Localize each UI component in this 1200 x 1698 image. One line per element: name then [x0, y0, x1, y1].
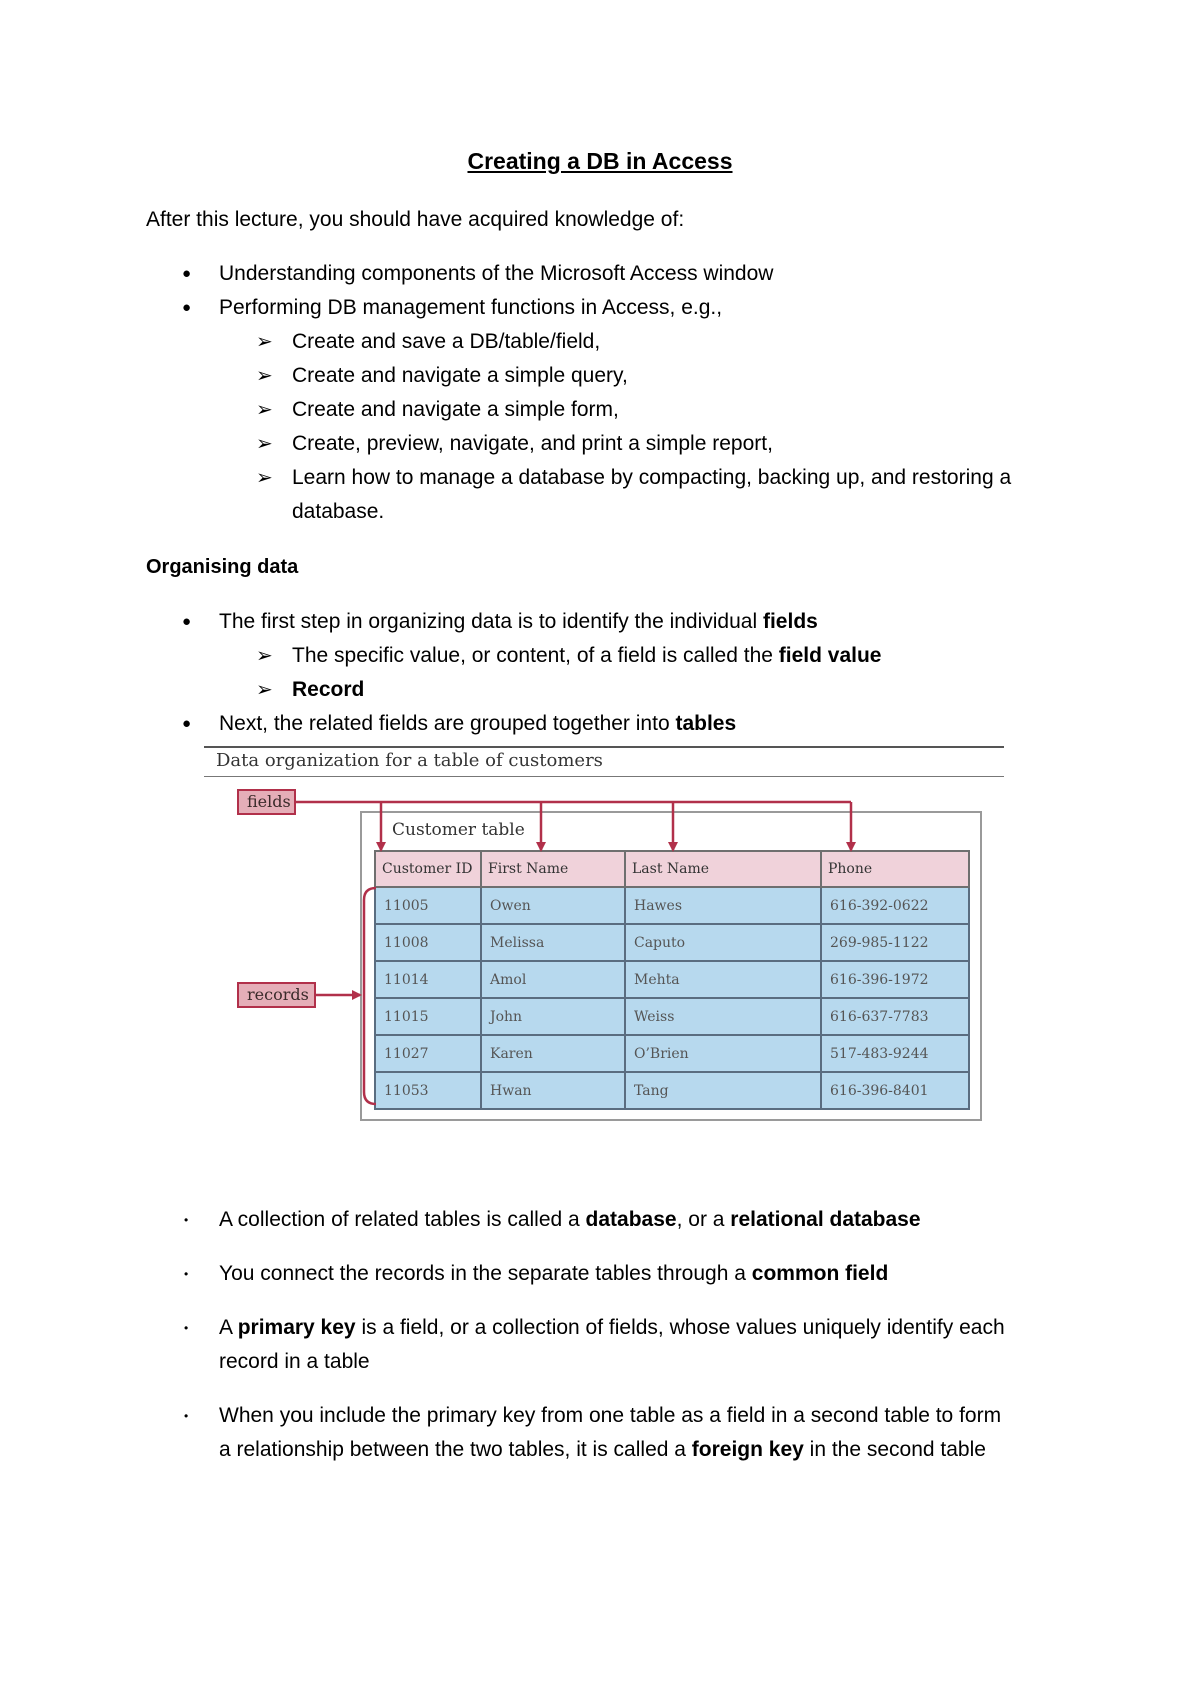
- table-cell: 269-985-1122: [821, 924, 969, 961]
- table-cell: 11008: [375, 924, 481, 961]
- bullet-icon: ●: [182, 299, 192, 316]
- bullet-icon: ●: [182, 613, 192, 630]
- definition-item: A collection of related tables is called a database, or a relational database: [219, 1208, 921, 1231]
- table-cell: Hwan: [481, 1072, 625, 1109]
- table-cell: Mehta: [625, 961, 821, 998]
- definition-item: When you include the primary key from one table as a field in a second table to form: [219, 1404, 1002, 1427]
- column-header: Last Name: [625, 851, 821, 887]
- figure-caption: Data organization for a table of customers: [216, 750, 603, 771]
- bullet-icon: •: [184, 1321, 189, 1335]
- definition-item-continued: a relationship between the two tables, it is called a foreign key in the second table: [219, 1438, 986, 1461]
- records-label: records: [237, 982, 316, 1008]
- table-cell: John: [481, 998, 625, 1035]
- bullet-icon: •: [184, 1409, 189, 1423]
- table-cell: 11053: [375, 1072, 481, 1109]
- column-header: First Name: [481, 851, 625, 887]
- definition-item: You connect the records in the separate tables through a common field: [219, 1262, 889, 1285]
- definition-item: A primary key is a field, or a collection of fields, whose values uniquely identify each: [219, 1316, 1005, 1339]
- organising-item: Next, the related fields are grouped together into tables: [219, 712, 737, 735]
- table-cell: 616-637-7783: [821, 998, 969, 1035]
- table-cell: Karen: [481, 1035, 625, 1072]
- bullet-icon: •: [184, 1213, 189, 1227]
- fields-label: fields: [237, 789, 296, 815]
- definition-item-continued: record in a table: [219, 1350, 370, 1373]
- arrow-bullet-icon: ➢: [256, 645, 273, 667]
- column-header: Phone: [821, 851, 969, 887]
- arrow-bullet-icon: ➢: [256, 679, 273, 701]
- sub-objective-item: Create and navigate a simple form,: [292, 398, 619, 421]
- table-cell: 11027: [375, 1035, 481, 1072]
- intro-text: After this lecture, you should have acquired knowledge of:: [146, 208, 685, 231]
- table-cell: Amol: [481, 961, 625, 998]
- customer-table-caption: Customer table: [392, 820, 525, 840]
- table-cell: 616-396-1972: [821, 961, 969, 998]
- arrow-bullet-icon: ➢: [256, 331, 273, 353]
- column-header: Customer ID: [375, 851, 481, 887]
- arrow-bullet-icon: ➢: [256, 433, 273, 455]
- table-cell: 616-396-8401: [821, 1072, 969, 1109]
- objective-item: Performing DB management functions in Access, e.g.,: [219, 296, 723, 319]
- table-cell: 517-483-9244: [821, 1035, 969, 1072]
- table-cell: Melissa: [481, 924, 625, 961]
- sub-objective-item: Create, preview, navigate, and print a simple report,: [292, 432, 773, 455]
- table-cell: 616-392-0622: [821, 887, 969, 924]
- sub-objective-item: Create and save a DB/table/field,: [292, 330, 601, 353]
- table-cell: 11015: [375, 998, 481, 1035]
- section-heading: Organising data: [146, 556, 299, 578]
- page-title: Creating a DB in Access: [467, 148, 733, 174]
- table-cell: Owen: [481, 887, 625, 924]
- organising-subitem: Record: [292, 678, 365, 701]
- arrow-bullet-icon: ➢: [256, 467, 273, 489]
- table-cell: Tang: [625, 1072, 821, 1109]
- table-cell: Weiss: [625, 998, 821, 1035]
- organising-item: The first step in organizing data is to identify the individual fields: [219, 610, 818, 633]
- table-cell: Hawes: [625, 887, 821, 924]
- arrow-bullet-icon: ➢: [256, 399, 273, 421]
- table-cell: 11005: [375, 887, 481, 924]
- table-cell: Caputo: [625, 924, 821, 961]
- bullet-icon: ●: [182, 715, 192, 732]
- sub-objective-item-continued: database.: [292, 500, 385, 523]
- bullet-icon: •: [184, 1267, 189, 1281]
- sub-objective-item: Create and navigate a simple query,: [292, 364, 628, 387]
- organising-subitem: The specific value, or content, of a field is called the field value: [292, 644, 882, 667]
- sub-objective-item: Learn how to manage a database by compacting, backing up, and restoring a: [292, 466, 1012, 489]
- arrow-bullet-icon: ➢: [256, 365, 273, 387]
- records-brace: [364, 888, 376, 1104]
- objective-item: Understanding components of the Microsoft Access window: [219, 262, 774, 285]
- bullet-icon: ●: [182, 265, 192, 282]
- table-cell: O’Brien: [625, 1035, 821, 1072]
- table-cell: 11014: [375, 961, 481, 998]
